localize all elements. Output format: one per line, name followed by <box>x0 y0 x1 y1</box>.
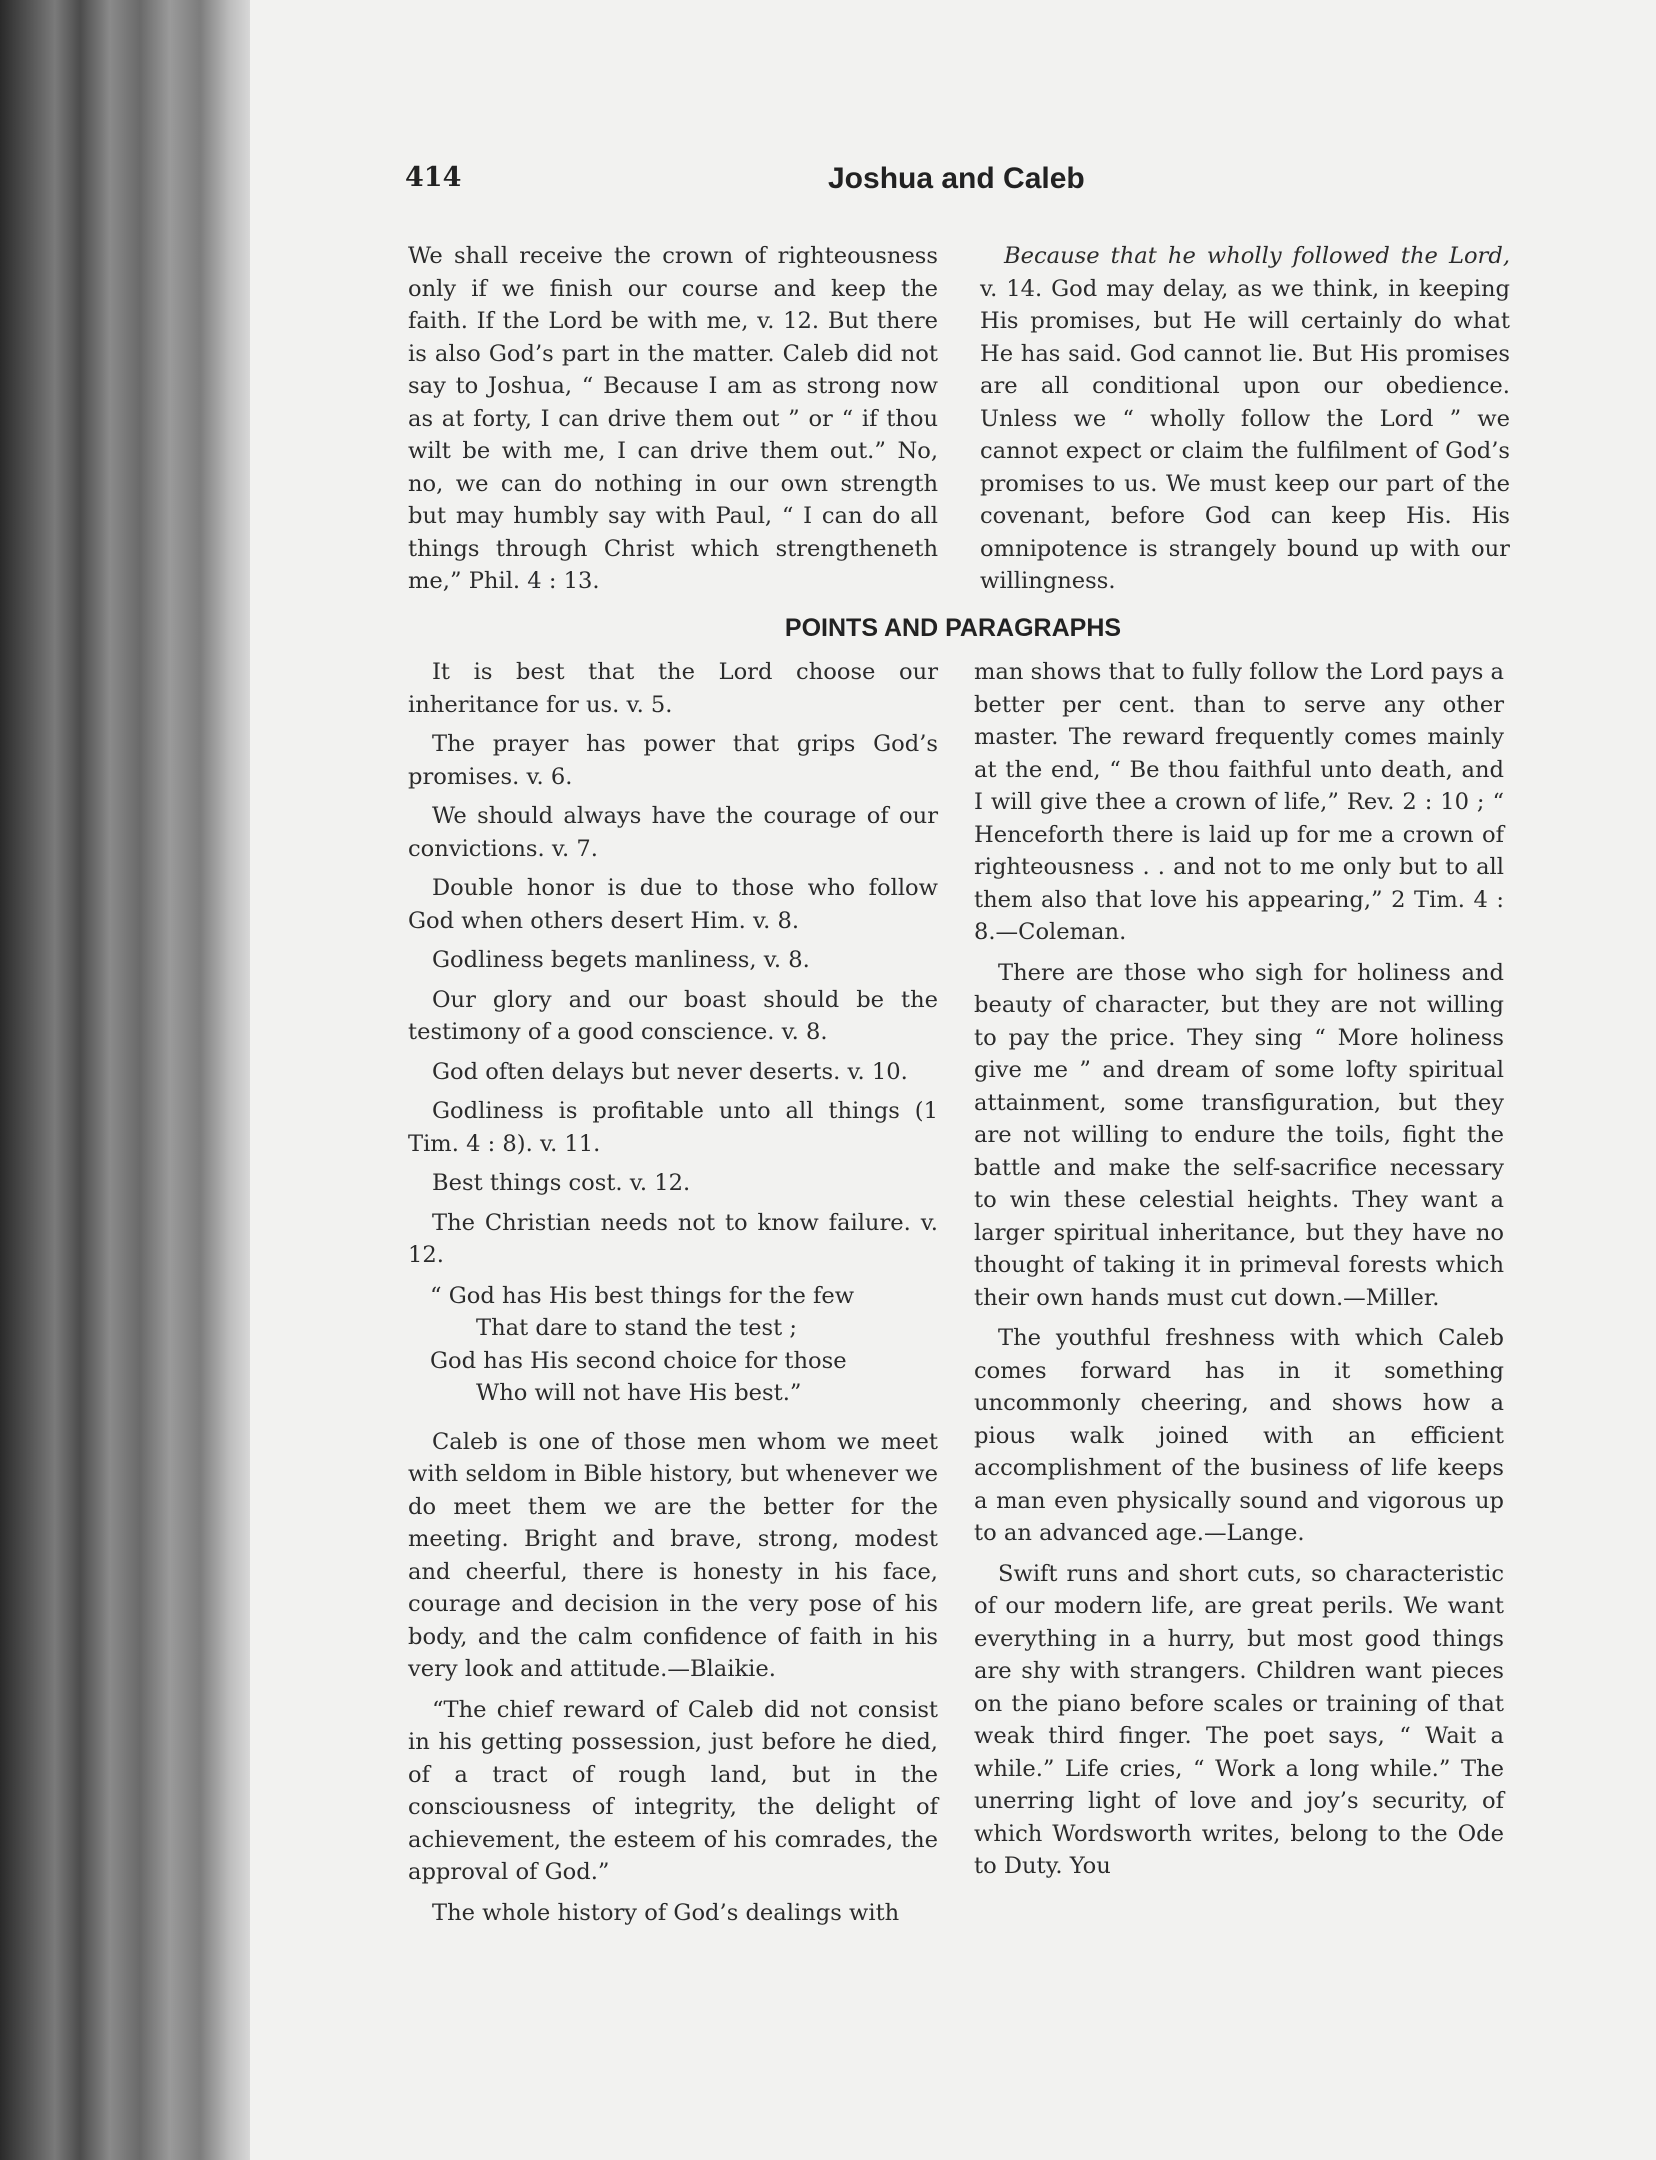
paragraph: Swift runs and short cuts, so characteristic of our modern life, are great perils. We want everything in a hurry, but most good things are shy with strangers. Children want pieces on the piano before scales or training of that weak third finger. The poet says, “ Wait a while.” Life cries, “ Work a long while.” The unerring light of love and joy’s security, of which Wordsworth writes, belong to the Ode to Duty. You <box>974 1560 1504 1879</box>
poem-line: God has His second choice for those <box>430 1347 847 1374</box>
upper-right-column <box>980 240 1510 606</box>
paragraph: The whole history of God’s dealings with <box>432 1899 900 1926</box>
point-item: Double honor is due to those who follow God when others desert Him. v. 8. <box>408 875 938 934</box>
poem-line: “ God has His best things for the few <box>430 1282 855 1309</box>
paragraph: Caleb is one of those men whom we meet with seldom in Bible history, but whenever we do meet them we are the better for the meeting. Bright and brave, strong, modest and cheerful, there is honesty in his face, courage and decision in the very pose of his body, and the calm confidence of faith in his very look and attitude.—Blaikie. <box>408 1428 938 1682</box>
poem-line: Who will not have His best.” <box>476 1380 802 1406</box>
point-item: The Christian needs not to know failure. v. 12. <box>408 1209 938 1268</box>
point-item: Our glory and our boast should be the testimony of a good conscience. v. 8. <box>408 986 938 1045</box>
point-item: Best things cost. v. 12. <box>432 1170 691 1196</box>
poem-line: That dare to stand the test ; <box>476 1315 797 1341</box>
paragraph: There are those who sigh for holiness and beauty of character, but they are not willing to pay the price. They sing “ More holiness give me ” and dream of some lofty spiritual attainment, some transfiguration, but they are not willing to endure the toils, fight the battle and make the self-sacrifice necessary to win these celestial heights. They want a larger spiritual inheritance, but they have no thought of taking it in primeval forests which their own hands must cut down.—Miller. <box>974 959 1504 1311</box>
upper-right-paragraph <box>980 240 1510 598</box>
paragraph: “The chief reward of Caleb did not consist in his getting possession, just before he died, of a tract of rough land, but in the consciousness of integrity, the delight of achievement, the esteem of his comrades, the approval of God.” <box>408 1696 938 1885</box>
poem <box>430 1280 938 1410</box>
points-column <box>408 656 938 1937</box>
upper-left-paragraph: We shall receive the crown of righteousness only if we finish our course and keep the faith. If the Lord be with me, v. 12. But there is also God’s part in the matter. Caleb did not say to Joshua, “ Because I am as strong now as at forty, I can drive them out ” or “ if thou wilt be with me, I can drive them out.” No, no, we can do nothing in our own strength but may humbly say with Paul, “ I can do all things through Christ which strengtheneth me,” Phil. 4 : 13. <box>408 243 938 594</box>
point-item: We should always have the courage of our convictions. v. 7. <box>408 803 938 862</box>
book-page-edges <box>0 0 250 2160</box>
upper-right-text: v. 14. God may delay, as we think, in keeping His promises, but He will certainly do what He has said. God cannot lie. But His promises are all conditional upon our obedience. Unless we “ wholly follow the Lord ” we cannot expect or claim the fulfilment of God’s promises to us. We must keep our part of the covenant, before God can keep His. His omnipotence is strangely bound up with our willingness. <box>980 275 1510 594</box>
page-number: 414 <box>405 162 462 193</box>
paragraphs-column <box>974 656 1504 1891</box>
verse-reference: Because that he wholly followed the Lord, <box>1004 243 1510 269</box>
point-item: The prayer has power that grips God’s promises. v. 6. <box>408 731 938 790</box>
paragraph: man shows that to fully follow the Lord pays a better per cent. than to serve any other master. The reward frequently comes mainly at the end, “ Be thou faithful unto death, and I will give thee a crown of life,” Rev. 2 : 10 ; “ Henceforth there is laid up for me a crown of righteousness . . and not to me only but to all them also that love his appearing,” 2 Tim. 4 : 8.—Coleman. <box>974 659 1504 945</box>
running-head: Joshua and Caleb <box>828 162 1085 195</box>
section-heading: POINTS AND PARAGRAPHS <box>784 614 1122 642</box>
paragraph: The youthful freshness with which Caleb comes forward has in it something uncommonly cheering, and shows how a pious walk joined with an efficient accomplishment of the business of life keeps a man even physically sound and vigorous up to an advanced age.—Lange. <box>974 1325 1504 1546</box>
upper-left-column <box>408 240 938 598</box>
point-item: Godliness is profitable unto all things (1 Tim. 4 : 8). v. 11. <box>408 1098 938 1157</box>
point-item: God often delays but never deserts. v. 10. <box>432 1058 908 1085</box>
point-item: Godliness begets manliness, v. 8. <box>432 947 810 973</box>
book-page <box>250 0 1656 2160</box>
point-item: It is best that the Lord choose our inheritance for us. v. 5. <box>408 659 938 718</box>
